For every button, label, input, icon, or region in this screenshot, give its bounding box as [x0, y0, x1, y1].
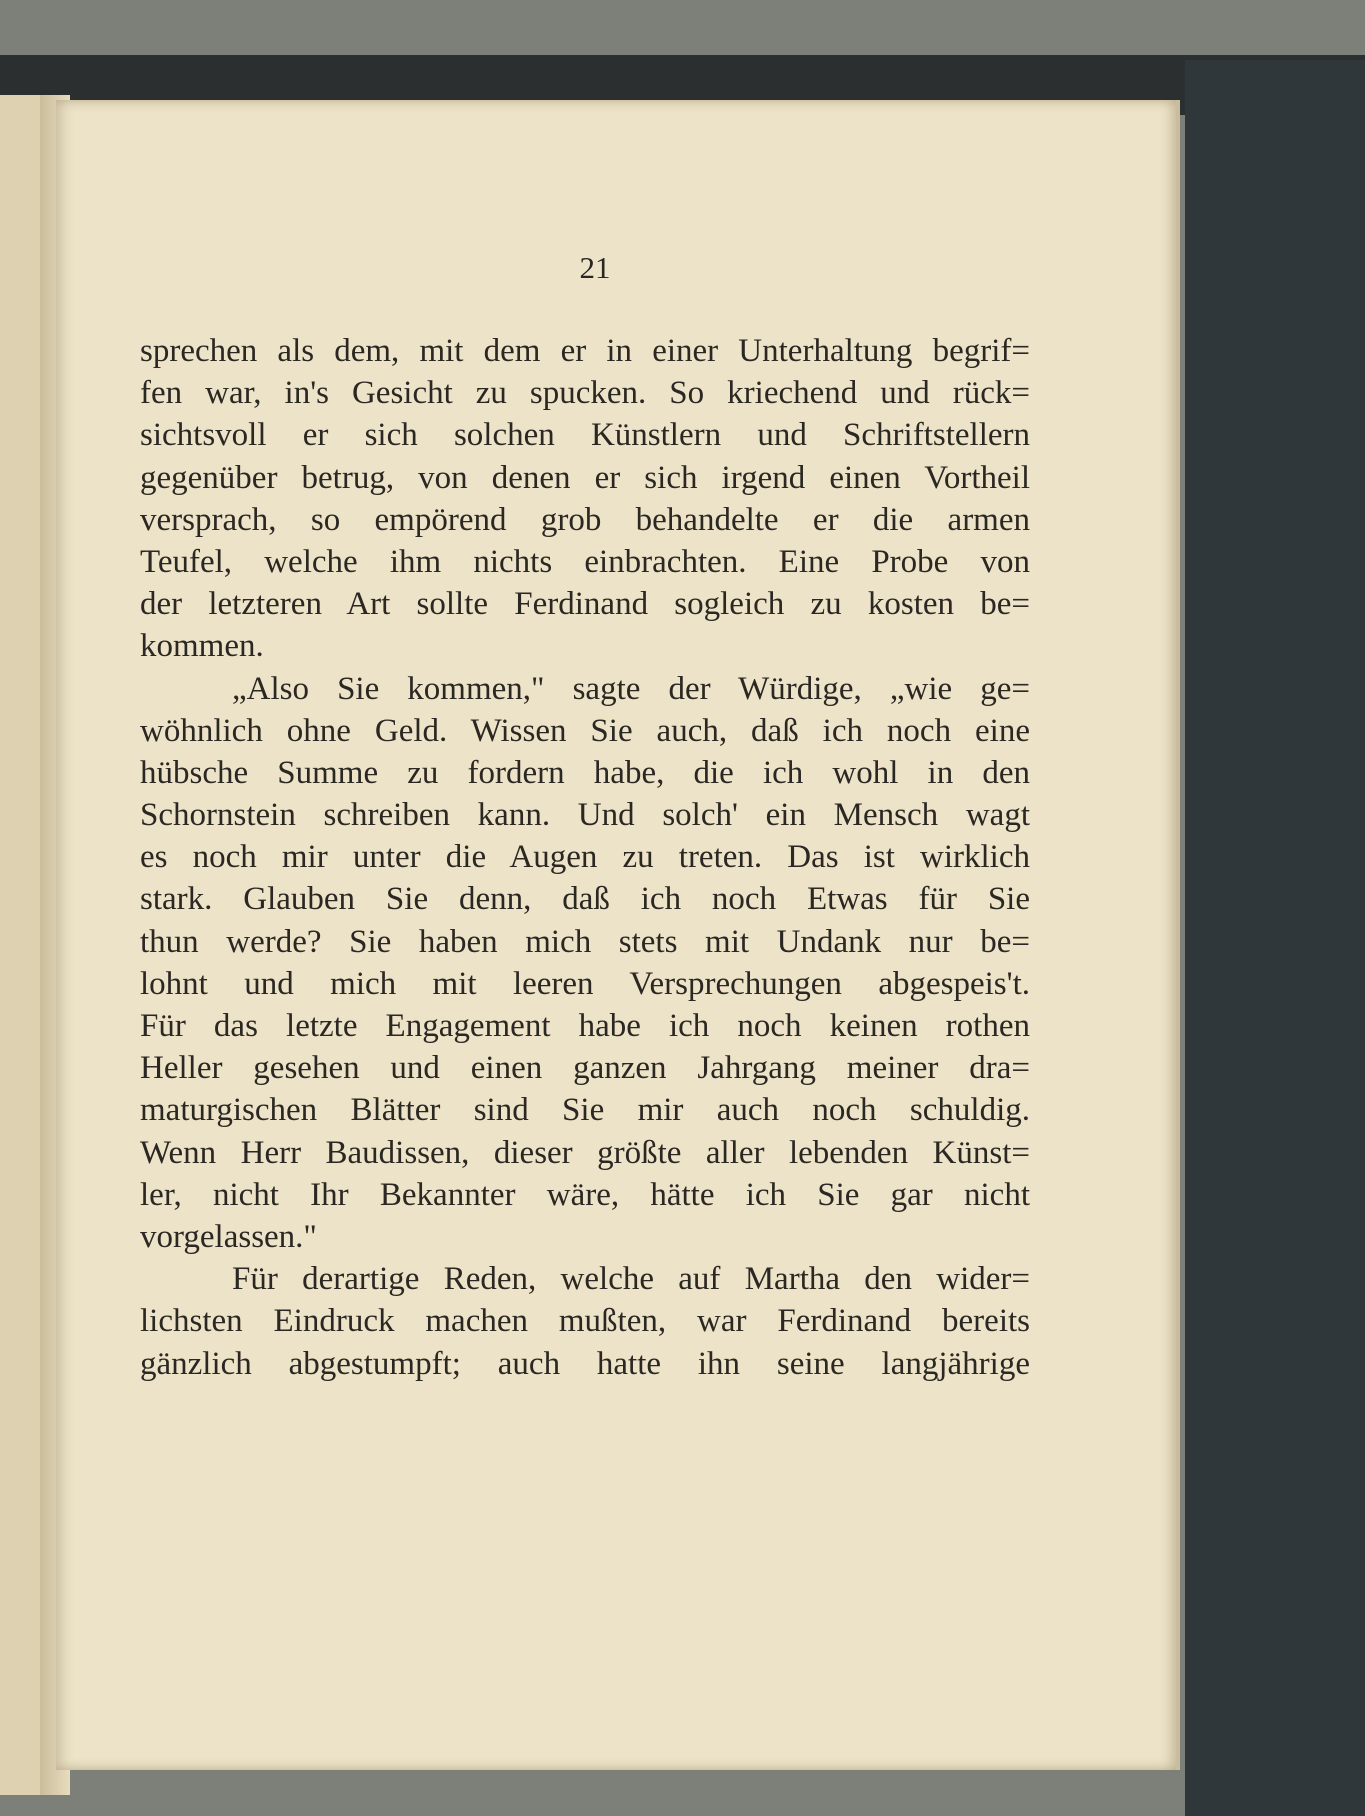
text-line: hübsche Summe zu fordern habe, die ich wohl in den [140, 754, 1030, 791]
text-line: lichsten Eindruck machen mußten, war Ferdinand bereits [140, 1303, 1030, 1340]
text-line: sprechen als dem, mit dem er in einer Unterhaltung begrif= [140, 333, 1030, 369]
text-line: sichtsvoll er sich solchen Künstlern und Schriftstellern [140, 417, 1030, 454]
text-line: maturgischen Blätter sind Sie mir auch noch schuldig. [140, 1092, 1030, 1129]
text-line: vorgelassen." [140, 1218, 317, 1255]
text-line: „Also Sie kommen," sagte der Würdige, „wie ge= [232, 670, 1030, 707]
text-line: versprach, so empörend grob behandelte er die armen [140, 501, 1030, 538]
text-line: fen war, in's Gesicht zu spucken. So kriechend und rück= [140, 375, 1030, 412]
text-line: Teufel, welche ihm nichts einbrachten. Eine Probe von [140, 543, 1030, 580]
text-line: gänzlich abgestumpft; auch hatte ihn seine langjährige [140, 1345, 1030, 1382]
text-line: der letzteren Art sollte Ferdinand sogleich zu kosten be= [140, 586, 1030, 623]
text-line: stark. Glauben Sie denn, daß ich noch Etwas für Sie [140, 881, 1030, 918]
text-line: kommen. [140, 628, 264, 665]
book-cover-right [1185, 60, 1365, 1816]
page-number: 21 [579, 250, 611, 285]
text-line: Für derartige Reden, welche auf Martha den wider= [232, 1261, 1030, 1298]
text-line: ler, nicht Ihr Bekannter wäre, hätte ich Sie gar nicht [140, 1176, 1030, 1213]
text-line: Für das letzte Engagement habe ich noch keinen rothen [140, 1008, 1030, 1044]
text-line: thun werde? Sie haben mich stets mit Undank nur be= [140, 923, 1030, 960]
text-line: Heller gesehen und einen ganzen Jahrgang meiner dra= [140, 1050, 1030, 1087]
text-line: Schornstein schreiben kann. Und solch' ein Mensch wagt [140, 797, 1030, 834]
text-line: Wenn Herr Baudissen, dieser größte aller lebenden Künst= [140, 1134, 1030, 1171]
text-line: lohnt und mich mit leeren Versprechungen abgespeis't. [140, 965, 1030, 1002]
text-line: es noch mir unter die Augen zu treten. Das ist wirklich [140, 839, 1030, 876]
body-text [140, 330, 1030, 1385]
text-line: wöhnlich ohne Geld. Wissen Sie auch, daß ich noch eine [140, 712, 1030, 749]
text-line: gegenüber betrug, von denen er sich irgend einen Vortheil [140, 459, 1030, 496]
